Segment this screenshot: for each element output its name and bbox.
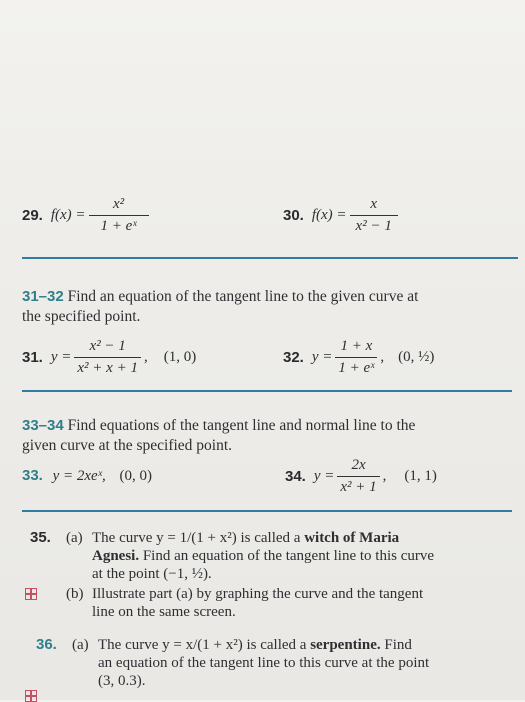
given-point: (1, 1) (404, 468, 437, 484)
problem-number-35: 35. (30, 529, 51, 546)
graphing-icon (25, 588, 37, 600)
comma: , (380, 349, 385, 365)
function-lhs: y = (50, 349, 72, 365)
function-lhs: y = (313, 468, 335, 484)
fraction (89, 195, 149, 236)
section-heading-31-32 (22, 287, 512, 327)
function-lhs: y = (311, 349, 333, 365)
function-lhs: f(x) = (311, 207, 347, 223)
problem-number: 29. (22, 207, 43, 224)
numerator: x² (112, 196, 125, 212)
section-heading-33-34 (22, 416, 512, 456)
instruction-line: given curve at the specified point. (22, 437, 233, 454)
text-line: Find an equation of the tangent line to this curve (142, 548, 435, 564)
fraction (335, 337, 377, 378)
problem-number: 32. (283, 349, 304, 366)
section-range: 31–32 (22, 288, 64, 305)
term-bold: Agnesi. (92, 548, 140, 564)
instruction-line: the specified point. (22, 308, 141, 325)
problem-36-part-a (98, 636, 513, 690)
section-divider (22, 510, 512, 512)
denominator: 1 + eˣ (89, 215, 149, 236)
text-line: line on the same screen. (92, 604, 236, 620)
problem-number: 33. (22, 467, 43, 484)
numerator: 2x (351, 457, 366, 473)
text-line: The curve y = 1/(1 + x²) is called a (92, 530, 301, 546)
comma: , (143, 349, 148, 365)
part-label-a: (a) (66, 530, 83, 546)
instruction-line: Find an equation of the tangent line to the given curve at (67, 288, 419, 305)
numerator: x² − 1 (89, 338, 126, 354)
numerator: 1 + x (340, 338, 373, 354)
comma: , (382, 468, 387, 484)
text-line: (3, 0.3). (98, 673, 146, 689)
text-line: an equation of the tangent line to this curve at the point (98, 655, 430, 671)
problem-35-part-b (92, 585, 512, 621)
problem-30 (283, 195, 401, 236)
text-line: Illustrate part (a) by graphing the curve and the tangent (92, 586, 424, 602)
term-bold: witch of Maria (304, 530, 400, 546)
text-line: at the point (−1, ½). (92, 566, 212, 582)
function-expression: y = 2xeˣ, (52, 468, 106, 484)
part-label-b: (b) (66, 586, 84, 602)
given-point: (0, ½) (398, 349, 435, 365)
problem-29 (22, 195, 152, 236)
graphing-icon (25, 690, 37, 702)
problem-32 (283, 337, 434, 378)
problem-35-part-a (92, 529, 512, 583)
problem-34 (285, 456, 437, 497)
given-point: (1, 0) (163, 349, 197, 365)
term-bold: serpentine. (310, 637, 381, 653)
fraction (350, 195, 398, 236)
part-label-a: (a) (72, 637, 89, 653)
section-divider (22, 257, 518, 259)
denominator: 1 + eˣ (335, 357, 377, 378)
section-divider (22, 390, 512, 392)
problem-31 (22, 337, 196, 378)
instruction-line: Find equations of the tangent line and normal line to the (67, 417, 416, 434)
denominator: x² + 1 (337, 476, 379, 497)
denominator: x² + x + 1 (74, 357, 141, 378)
given-point: (0, 0) (119, 468, 152, 484)
problem-number: 31. (22, 349, 43, 366)
denominator: x² − 1 (350, 215, 398, 236)
numerator: x (370, 196, 378, 212)
problem-33 (22, 466, 152, 486)
function-lhs: f(x) = (50, 207, 86, 223)
section-range: 33–34 (22, 417, 64, 434)
fraction (337, 456, 379, 497)
text-line: The curve y = x/(1 + x²) is called a (98, 637, 307, 653)
problem-number: 34. (285, 468, 306, 485)
text-line: Find (384, 637, 412, 653)
fraction (74, 337, 141, 378)
problem-number-36: 36. (36, 636, 57, 653)
problem-number: 30. (283, 207, 304, 224)
